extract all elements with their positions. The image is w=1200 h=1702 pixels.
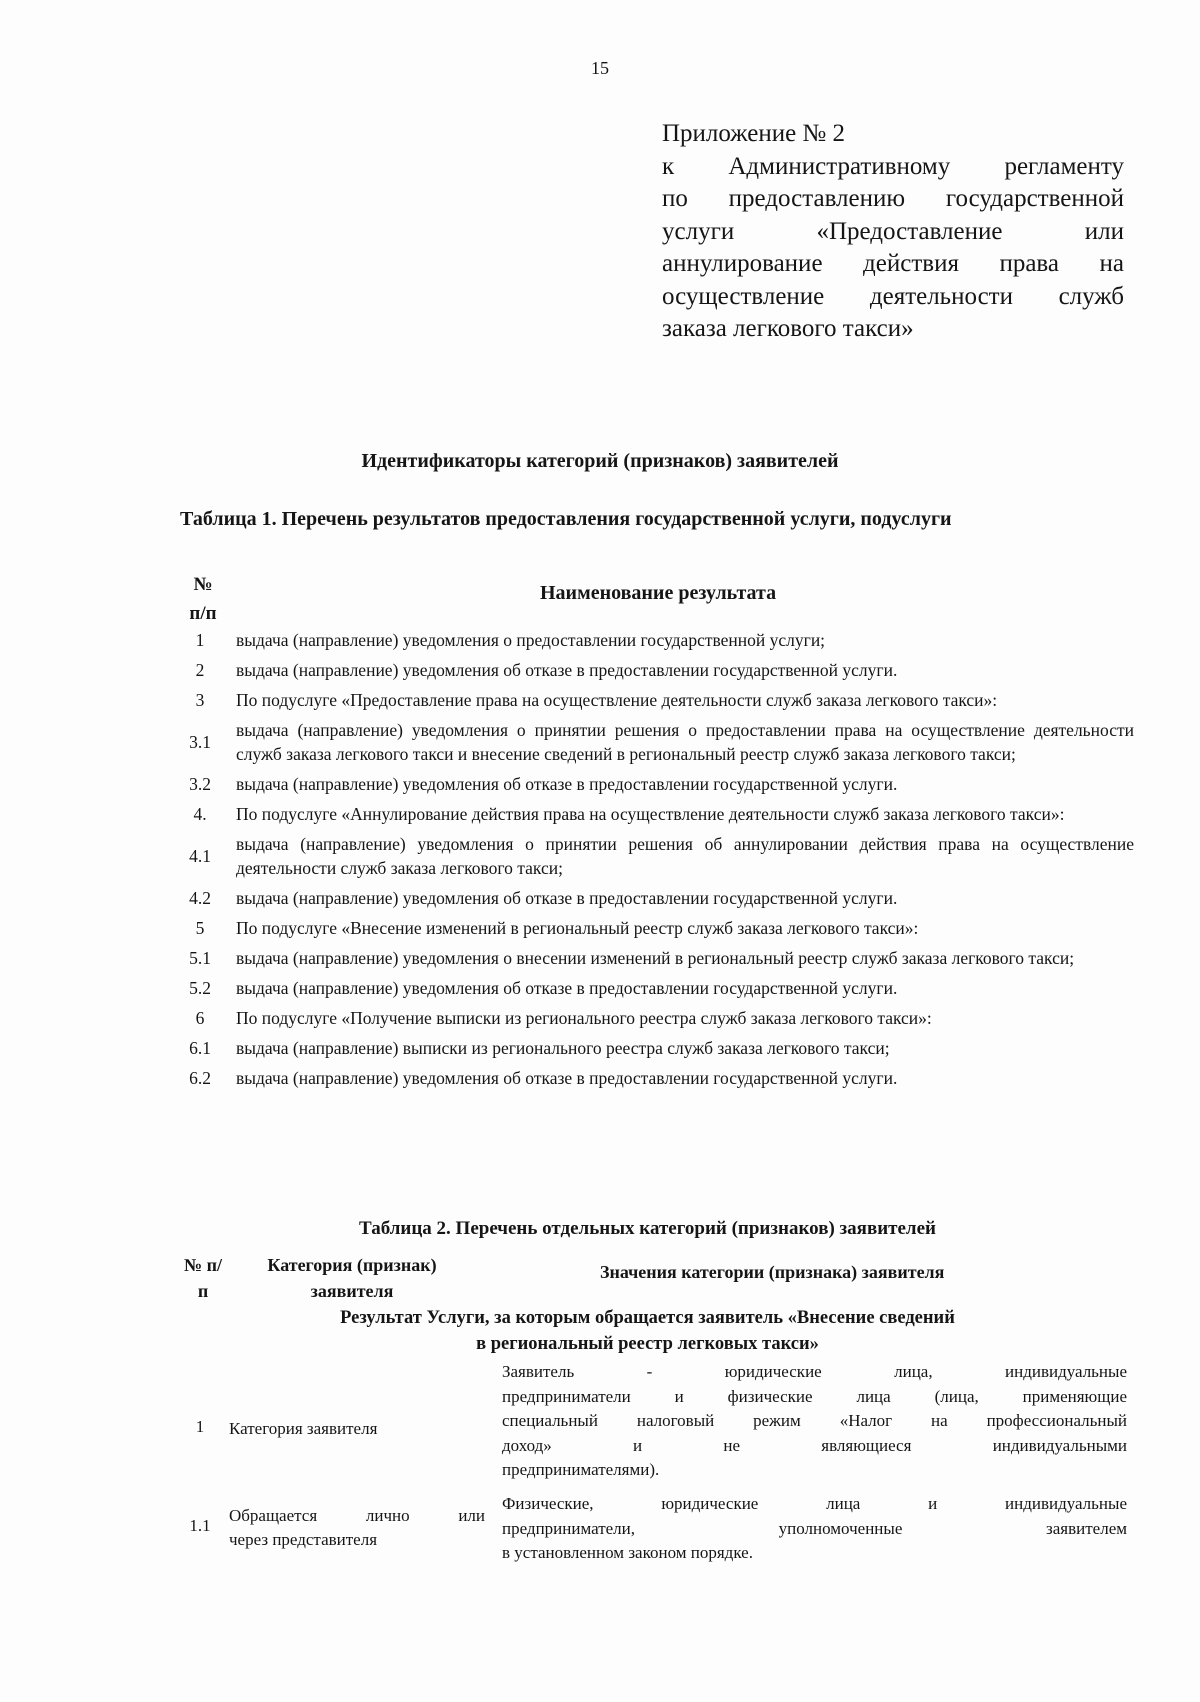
appendix-header: [662, 118, 1124, 346]
category-line: Обращается лично или: [229, 1506, 485, 1525]
row-number: 6.1: [189, 1037, 211, 1058]
row-text: выдача (направление) уведомления о принятии решения об аннулировании действия права на осуществление деятельности служб заказа легкового такси;: [236, 834, 1134, 878]
row-number: 2: [195, 659, 205, 680]
page-number: 15: [591, 58, 609, 78]
table-row: [180, 1036, 1135, 1060]
table-row: [180, 1006, 1135, 1030]
appendix-line: услуги «Предоставление или: [662, 217, 1124, 245]
row-number: 1: [195, 1417, 205, 1436]
value-line: специальный налоговый режим «Налог на профессиональный: [502, 1411, 1127, 1431]
appendix-line: к Административному регламенту: [662, 152, 1124, 180]
row-number: 6.2: [189, 1067, 211, 1088]
appendix-line: аннулирование действия права на: [662, 250, 1124, 277]
row-number: 5: [195, 917, 205, 938]
table2-result-heading: [0, 1305, 1200, 1357]
row-value: [502, 1360, 1127, 1483]
row-text: По подуслуге «Внесение изменений в региональный реестр служб заказа легкового такси»:: [236, 918, 919, 938]
value-line: предприниматели и физические лица (лица, применяющие: [502, 1386, 1127, 1406]
row-number: 3.2: [189, 773, 211, 794]
table2-header-category: Категория (признак) заявителя: [267, 1255, 437, 1301]
row-text: По подуслуге «Аннулирование действия права на осуществление деятельности служб заказа легкового такси»:: [236, 804, 1065, 824]
table-row: [180, 772, 1135, 796]
table-row: [180, 802, 1135, 826]
row-text: По подуслуге «Предоставление права на осуществление деятельности служб заказа легкового такси»:: [236, 690, 998, 710]
row-text: выдача (направление) уведомления об отказе в предоставлении государственной услуги.: [236, 888, 898, 908]
row-text: выдача (направление) уведомления о принятии решения о предоставлении права на осуществление деятельности служб заказа легкового такси и внесение сведений в региональный реестр служб заказа легкового такси;: [236, 720, 1134, 764]
row-number: 4.1: [189, 845, 211, 866]
row-number: 4.: [193, 803, 207, 824]
row-number: 5.2: [189, 977, 211, 998]
table2-title: Таблица 2. Перечень отдельных категорий (признаков) заявителей: [359, 1218, 936, 1239]
table-row: [180, 976, 1135, 1000]
row-text: выдача (направление) выписки из регионального реестра служб заказа легкового такси;: [236, 1038, 890, 1058]
row-category: Категория заявителя: [229, 1419, 378, 1438]
table-row: [180, 718, 1135, 766]
row-text: выдача (направление) уведомления об отказе в предоставлении государственной услуги.: [236, 774, 898, 794]
table1-title: Таблица 1. Перечень результатов предоставления государственной услуги, подуслуги: [180, 508, 952, 530]
row-text: выдача (направление) уведомления о предоставлении государственной услуги;: [236, 630, 826, 650]
table1-header-name: Наименование результата: [540, 582, 777, 604]
row-number: 6: [195, 1007, 205, 1028]
value-line: в установленном законом порядке.: [502, 1543, 753, 1563]
row-number: 4.2: [189, 887, 211, 908]
document-title: Идентификаторы категорий (признаков) заявителей: [361, 450, 839, 472]
row-text: выдача (направление) уведомления о внесении изменений в региональный реестр служб заказа легкового такси;: [236, 948, 1075, 968]
row-text: выдача (направление) уведомления об отказе в предоставлении государственной услуги.: [236, 1068, 898, 1088]
row-category: [229, 1504, 485, 1552]
table1-header-number: № п/п: [189, 574, 217, 624]
result-heading-line: в региональный реестр легковых такси»: [476, 1334, 819, 1354]
appendix-line: Приложение № 2: [662, 120, 846, 147]
appendix-line: по предоставлению государственной: [662, 185, 1124, 212]
value-line: Физические, юридические лица и индивидуальные: [502, 1494, 1127, 1513]
row-number: 3.1: [189, 731, 211, 752]
table-row: [180, 658, 1135, 682]
value-line: Заявитель - юридические лица, индивидуальные: [502, 1362, 1127, 1381]
appendix-line: заказа легкового такси»: [662, 315, 914, 342]
row-number: 3: [195, 689, 205, 710]
appendix-line: осуществление деятельности служб: [662, 282, 1124, 310]
table-row: [180, 628, 1135, 652]
result-heading-line: Результат Услуги, за которым обращается заявитель «Внесение сведений: [340, 1308, 955, 1328]
row-number: 1.1: [189, 1516, 211, 1535]
value-line: предприниматели, уполномоченные заявителем: [502, 1518, 1127, 1538]
table2-header-value: Значения категории (признака) заявителя: [600, 1262, 945, 1282]
table-row: [180, 688, 1135, 712]
category-line: через представителя: [229, 1530, 378, 1549]
table-row: [180, 946, 1135, 970]
table-row: [180, 916, 1135, 940]
row-text: выдача (направление) уведомления об отказе в предоставлении государственной услуги.: [236, 660, 898, 680]
table-row: [180, 832, 1135, 880]
row-number: 1: [195, 629, 205, 650]
value-line: доход» и не являющиеся индивидуальными: [502, 1435, 1127, 1455]
table1-body: [180, 628, 1135, 1096]
row-text: По подуслуге «Получение выписки из регионального реестра служб заказа легкового такси»:: [236, 1008, 932, 1028]
row-text: выдача (направление) уведомления об отказе в предоставлении государственной услуги.: [236, 978, 898, 998]
row-value: [502, 1492, 1127, 1566]
table-row: [180, 886, 1135, 910]
table-row: [180, 1066, 1135, 1090]
table2-header-number: № п/п: [184, 1255, 222, 1301]
value-line: предпринимателями).: [502, 1460, 660, 1480]
row-number: 5.1: [189, 947, 211, 968]
